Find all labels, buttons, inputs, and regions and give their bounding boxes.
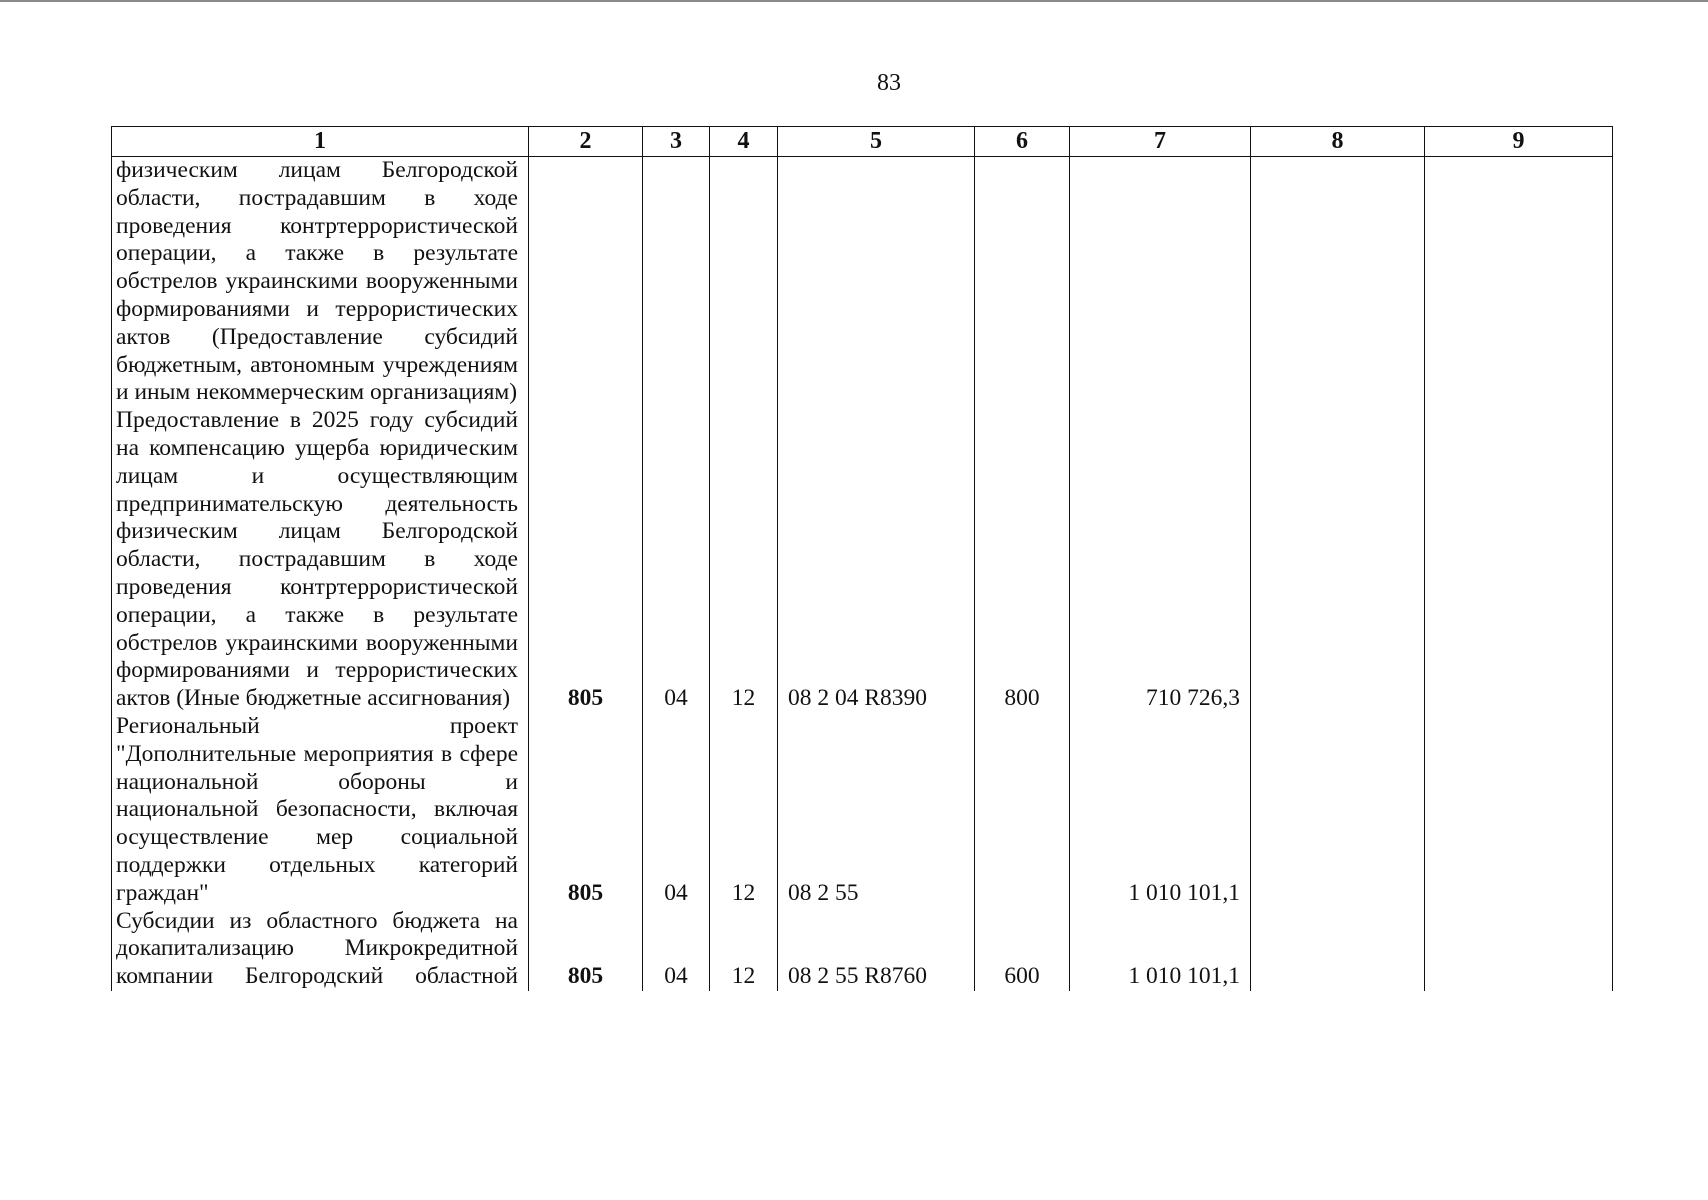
table-row (112, 713, 1613, 908)
header-cell-8: 8 (1251, 127, 1425, 157)
row-col3: 04 (643, 908, 710, 991)
row-col3: 04 (643, 407, 710, 713)
row-col8 (1251, 157, 1425, 408)
row-col5: 08 2 55 R8760 (778, 908, 975, 991)
row-col7: 1 010 101,1 (1070, 713, 1251, 908)
row-description: Предоставление в 2025 году субсидий на компенсацию ущерба юридическим лицам и осуществляющим предпринимательскую деятельность физическим лицам Белгородской области, пострадавшим в ходе проведения контртеррористической операции, а также в результате обстрелов украинскими вооруженными формированиями и террористических актов (Иные бюджетные ассигнования) (112, 407, 529, 713)
table-row (112, 157, 1613, 408)
row-col4 (710, 157, 778, 408)
row-col5: 08 2 55 (778, 713, 975, 908)
header-cell-3: 3 (643, 127, 710, 157)
header-cell-1: 1 (112, 127, 529, 157)
row-description: Субсидии из областного бюджета на докапитализацию Микрокредитной компании Белгородский областной (112, 908, 529, 991)
row-col6: 600 (975, 908, 1070, 991)
row-description: физическим лицам Белгородской области, пострадавшим в ходе проведения контртеррористической операции, а также в результате обстрелов украинскими вооруженными формированиями и террористических актов (Предоставление субсидий бюджетным, автономным учреждениям и иным некоммерческим организациям) (112, 157, 529, 408)
page-number: 83 (877, 70, 901, 96)
row-col4: 12 (710, 407, 778, 713)
header-cell-9: 9 (1425, 127, 1613, 157)
row-description: Региональный проект "Дополнительные мероприятия в сфере национальной обороны и национальной безопасности, включая осуществление мер социальной поддержки отдельных категорий граждан" (112, 713, 529, 908)
header-cell-7: 7 (1070, 127, 1251, 157)
row-col2 (529, 157, 643, 408)
row-col8 (1251, 713, 1425, 908)
row-col2: 805 (529, 908, 643, 991)
row-col2: 805 (529, 713, 643, 908)
header-row (112, 127, 1613, 157)
row-col3 (643, 157, 710, 408)
row-col4: 12 (710, 908, 778, 991)
row-col8 (1251, 407, 1425, 713)
row-col9 (1425, 407, 1613, 713)
row-col7: 1 010 101,1 (1070, 908, 1251, 991)
row-col9 (1425, 713, 1613, 908)
table-row (112, 407, 1613, 713)
row-col2: 805 (529, 407, 643, 713)
row-col9 (1425, 908, 1613, 991)
row-col9 (1425, 157, 1613, 408)
row-col3: 04 (643, 713, 710, 908)
row-col6: 800 (975, 407, 1070, 713)
header-cell-6: 6 (975, 127, 1070, 157)
row-col6 (975, 157, 1070, 408)
row-col8 (1251, 908, 1425, 991)
row-col5: 08 2 04 R8390 (778, 407, 975, 713)
row-col7: 710 726,3 (1070, 407, 1251, 713)
table-row (112, 908, 1613, 991)
header-cell-2: 2 (529, 127, 643, 157)
budget-table (111, 126, 1613, 991)
header-cell-5: 5 (778, 127, 975, 157)
row-col5 (778, 157, 975, 408)
row-col7 (1070, 157, 1251, 408)
header-cell-4: 4 (710, 127, 778, 157)
row-col6 (975, 713, 1070, 908)
top-rule (0, 0, 1708, 2)
row-col4: 12 (710, 713, 778, 908)
